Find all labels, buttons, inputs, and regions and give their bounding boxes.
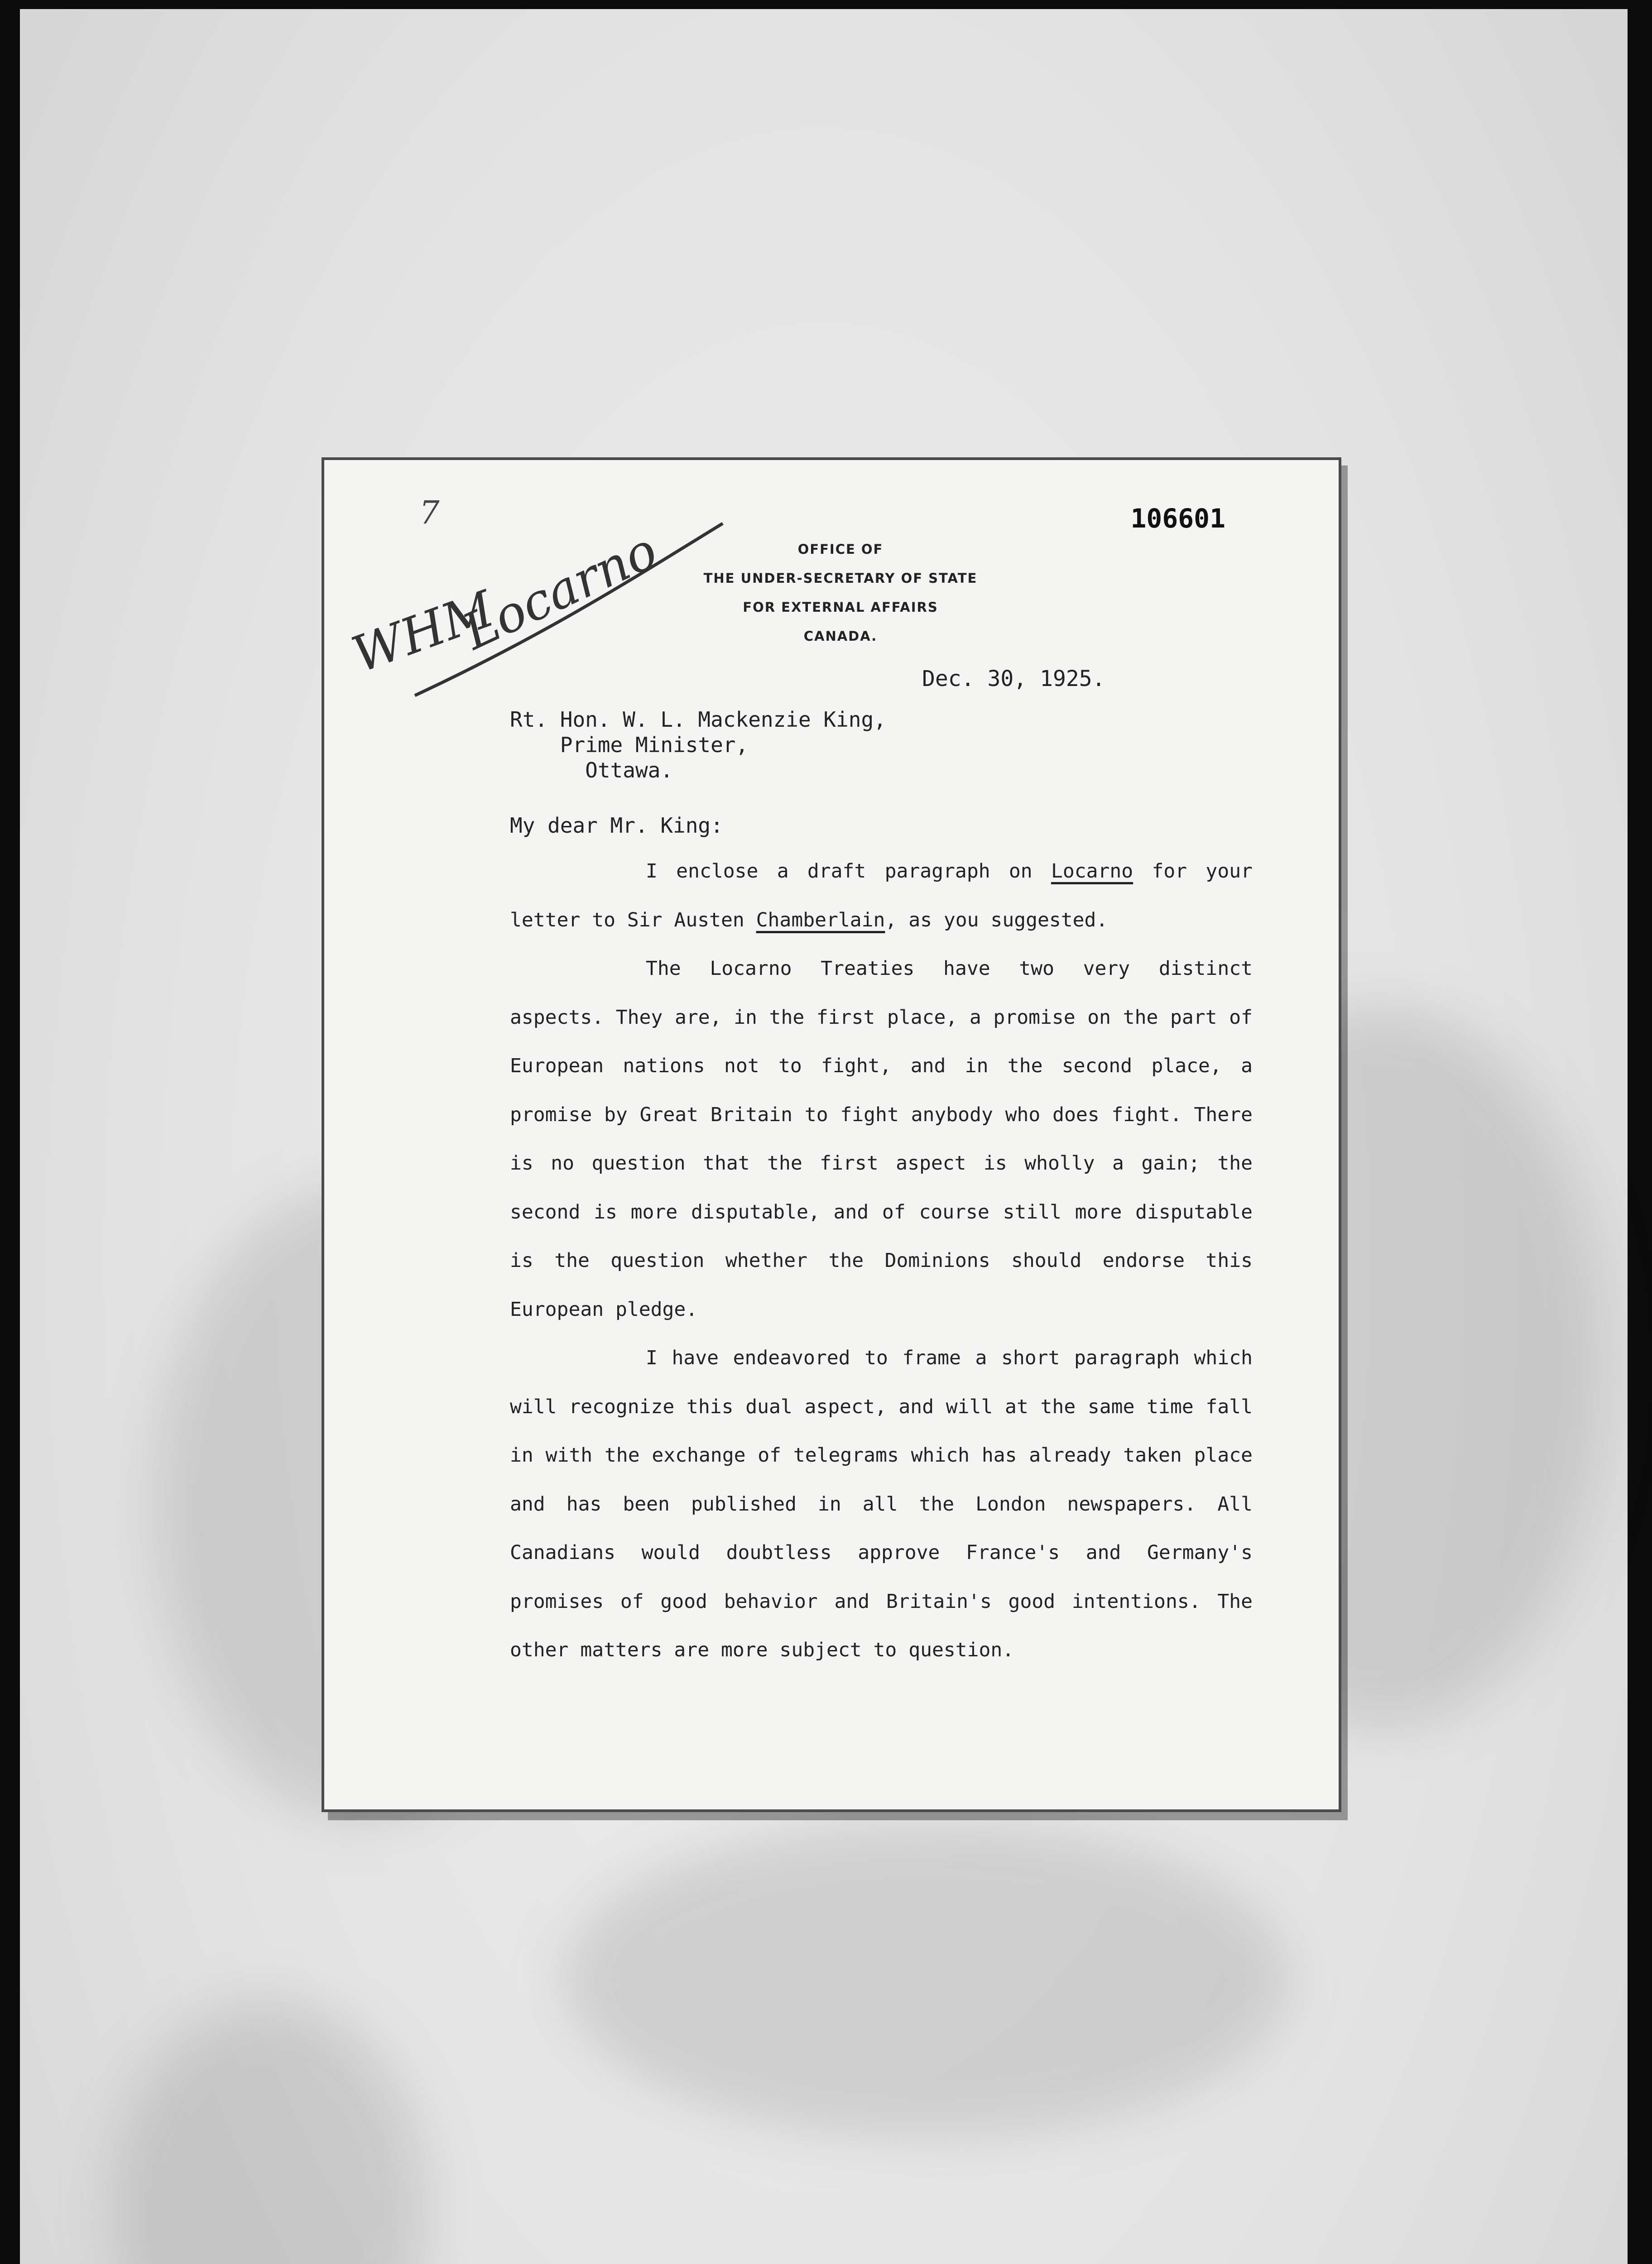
text-run: for your letter to Sir Austen <box>510 860 1253 931</box>
handwritten-mark: 7 <box>419 494 440 531</box>
text-run: I enclose a draft paragraph on <box>646 860 1051 883</box>
salutation: My dear Mr. King: <box>510 813 723 838</box>
letter-date: Dec. 30, 1925. <box>922 666 1105 691</box>
handwritten-annotations <box>324 460 1339 777</box>
letter-page <box>322 457 1341 1812</box>
addressee-line: Ottawa. <box>510 758 673 782</box>
paragraph: I have endeavored to frame a short paragraph which will recognize this dual aspect, and will at the same time fall in with the exchange of telegrams which has already taken place and has been published in all the London newspapers. All Canadians would doubtless approve France's and Germany's promises of good behavior and Britain's good intentions. The other matters are more subject to question. <box>510 1347 1253 1661</box>
smudge <box>563 1820 1288 2137</box>
letterhead-line: CANADA. <box>803 628 878 644</box>
letterhead-line: THE UNDER-SECRETARY OF STATE <box>703 571 978 586</box>
paragraph <box>510 847 1253 945</box>
paragraph: The Locarno Treaties have two very distinct aspects. They are, in the first place, a promise on the part of European nations not to fight, and in the second place, a promise by Great Britain to fight anybody who does fight. There is no question that the first aspect is wholly a gain; the second is more disputable, and of course still more disputable is the question whether the Dominions should endorse this European pledge. <box>510 957 1253 1321</box>
addressee-line: Prime Minister, <box>510 733 749 757</box>
smudge <box>110 2001 427 2264</box>
letterhead-line: FOR EXTERNAL AFFAIRS <box>743 600 938 615</box>
document-number: 106601 <box>1130 503 1225 534</box>
underlined-word: Locarno <box>1051 860 1133 883</box>
letter-body <box>510 847 1253 1675</box>
text-run: , as you suggested. <box>885 908 1108 931</box>
letterhead-line: OFFICE OF <box>797 542 884 557</box>
handwritten-word: Locarno <box>454 521 666 661</box>
handwritten-initials: WHM <box>345 580 502 684</box>
addressee-line: Rt. Hon. W. L. Mackenzie King, <box>510 707 886 732</box>
underlined-word: Chamberlain <box>756 908 885 931</box>
